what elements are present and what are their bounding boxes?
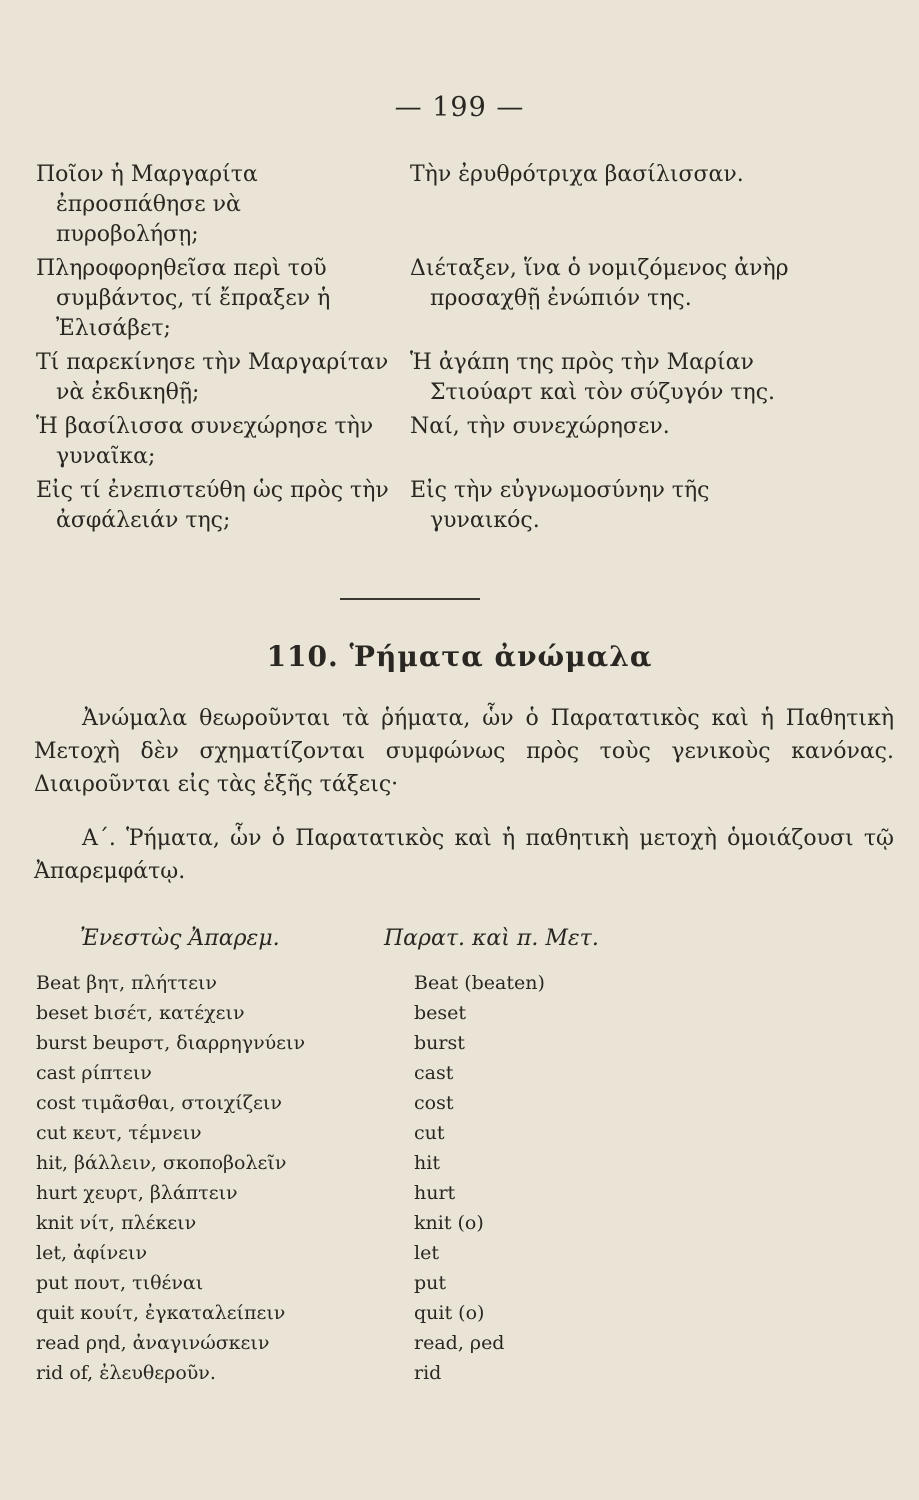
verb-row	[36, 1122, 736, 1152]
verb-row	[36, 1002, 736, 1032]
header-present-infinitive: Ἐνεστὼς Ἀπαρεμ.	[80, 926, 280, 951]
verb-present: read ρηd, ἀναγινώσκειν	[36, 1332, 270, 1354]
section-heading: 110. Ῥήματα ἀνώμαλα	[266, 640, 653, 673]
question: Τί παρεκίνησε τὴν Μαργαρίταν νὰ ἐκδικηθῇ;	[36, 350, 389, 405]
question: Ἡ βασίλισσα συνεχώρησε τὴν γυναῖκα;	[36, 414, 374, 469]
verb-present: hurt χευρτ, βλάπτειν	[36, 1182, 238, 1204]
verb-present: hit, βάλλειν, σκοποβολεῖν	[36, 1152, 287, 1174]
answer: Ἡ ἀγάπη της πρὸς τὴν Μαρίαν Στιούαρτ καὶ τὸν σύζυγόν της.	[410, 350, 776, 405]
verb-present: quit κουίτ, ἐγκαταλείπειν	[36, 1302, 286, 1324]
verb-past: knit (o)	[414, 1212, 484, 1234]
verb-past: cut	[414, 1122, 445, 1144]
verb-past: rid	[414, 1362, 442, 1384]
verb-present: cast ρίπτειν	[36, 1062, 152, 1084]
verb-row	[36, 1362, 736, 1392]
header-past-participle: Παρατ. καὶ π. Μετ.	[384, 926, 599, 951]
verb-present: Beat βητ, πλήττειν	[36, 972, 217, 994]
verb-present: cost τιμᾶσθαι, στοιχίζειν	[36, 1092, 282, 1114]
verb-past: quit (o)	[414, 1302, 485, 1324]
answer: Εἰς τὴν εὐγνωμοσύνην τῆς γυναικός.	[410, 478, 710, 533]
answer: Διέταξεν, ἵνα ὁ νομιζόμενος ἀνὴρ προσαχθῇ ἐνώπιόν της.	[410, 256, 789, 311]
intro-paragraph: Ἀνώμαλα θεωροῦνται τὰ ῥήματα, ὧν ὁ Παρατατικὸς καὶ ἡ Παθητικὴ Μετοχὴ δὲν σχηματίζονται συμφώνως πρὸς τοὺς γενικοὺς κανόνας. Διαιροῦνται εἰς τὰς ἑξῆς τάξεις·	[34, 706, 894, 797]
verb-past: cost	[414, 1092, 454, 1114]
verb-row	[36, 1302, 736, 1332]
verb-row	[36, 1212, 736, 1242]
verb-past: Beat (beaten)	[414, 972, 545, 994]
qa-row	[36, 254, 896, 344]
verb-past: beset	[414, 1002, 467, 1024]
answer: Ναί, τὴν συνεχώρησεν.	[410, 414, 670, 439]
verb-present: let, ἀφίνειν	[36, 1242, 148, 1264]
question: Ποῖον ἡ Μαργαρίτα ἐπροσπάθησε νὰ πυροβολήσῃ;	[36, 162, 258, 247]
verb-row	[36, 1062, 736, 1092]
verb-table	[36, 972, 736, 1392]
verb-row	[36, 1272, 736, 1302]
question-answer-list	[36, 160, 896, 540]
verb-present: put πουτ, τιθέναι	[36, 1272, 204, 1294]
verb-past: hurt	[414, 1182, 456, 1204]
verb-past: put	[414, 1272, 447, 1294]
qa-row	[36, 476, 896, 536]
verb-row	[36, 1152, 736, 1182]
verb-past: cast	[414, 1062, 454, 1084]
verb-past: let	[414, 1242, 439, 1264]
verb-row	[36, 1182, 736, 1212]
verb-past: hit	[414, 1152, 440, 1174]
verb-present: rid of, ἐλευθεροῦν.	[36, 1362, 216, 1384]
verb-present: beset bισέτ, κατέχειν	[36, 1002, 245, 1024]
qa-row	[36, 348, 896, 408]
verb-present: knit νίτ, πλέκειν	[36, 1212, 197, 1234]
verb-past: read, ρed	[414, 1332, 505, 1354]
verb-row	[36, 1332, 736, 1362]
qa-row	[36, 412, 896, 472]
verb-row	[36, 972, 736, 1002]
page-number: — 199 —	[394, 92, 525, 123]
verb-row	[36, 1092, 736, 1122]
verb-present: cut κευτ, τέμνειν	[36, 1122, 202, 1144]
question: Εἰς τί ἐνεπιστεύθη ὡς πρὸς τὴν ἀσφάλειάν της;	[36, 478, 389, 533]
qa-row	[36, 160, 896, 250]
section-divider	[340, 598, 480, 600]
answer: Τὴν ἐρυθρότριχα βασίλισσαν.	[410, 162, 744, 187]
class-a-paragraph: Α΄. Ῥήματα, ὧν ὁ Παρατατικὸς καὶ ἡ παθητικὴ μετοχὴ ὁμοιάζουσι τῷ Ἀπαρεμφάτῳ.	[34, 826, 894, 884]
verb-row	[36, 1242, 736, 1272]
verb-past: burst	[414, 1032, 465, 1054]
verb-row	[36, 1032, 736, 1062]
question: Πληροφορηθεῖσα περὶ τοῦ συμβάντος, τί ἔπραξεν ἡ Ἐλισάβετ;	[36, 256, 331, 341]
verb-present: burst beupστ, διαρρηγνύειν	[36, 1032, 306, 1054]
